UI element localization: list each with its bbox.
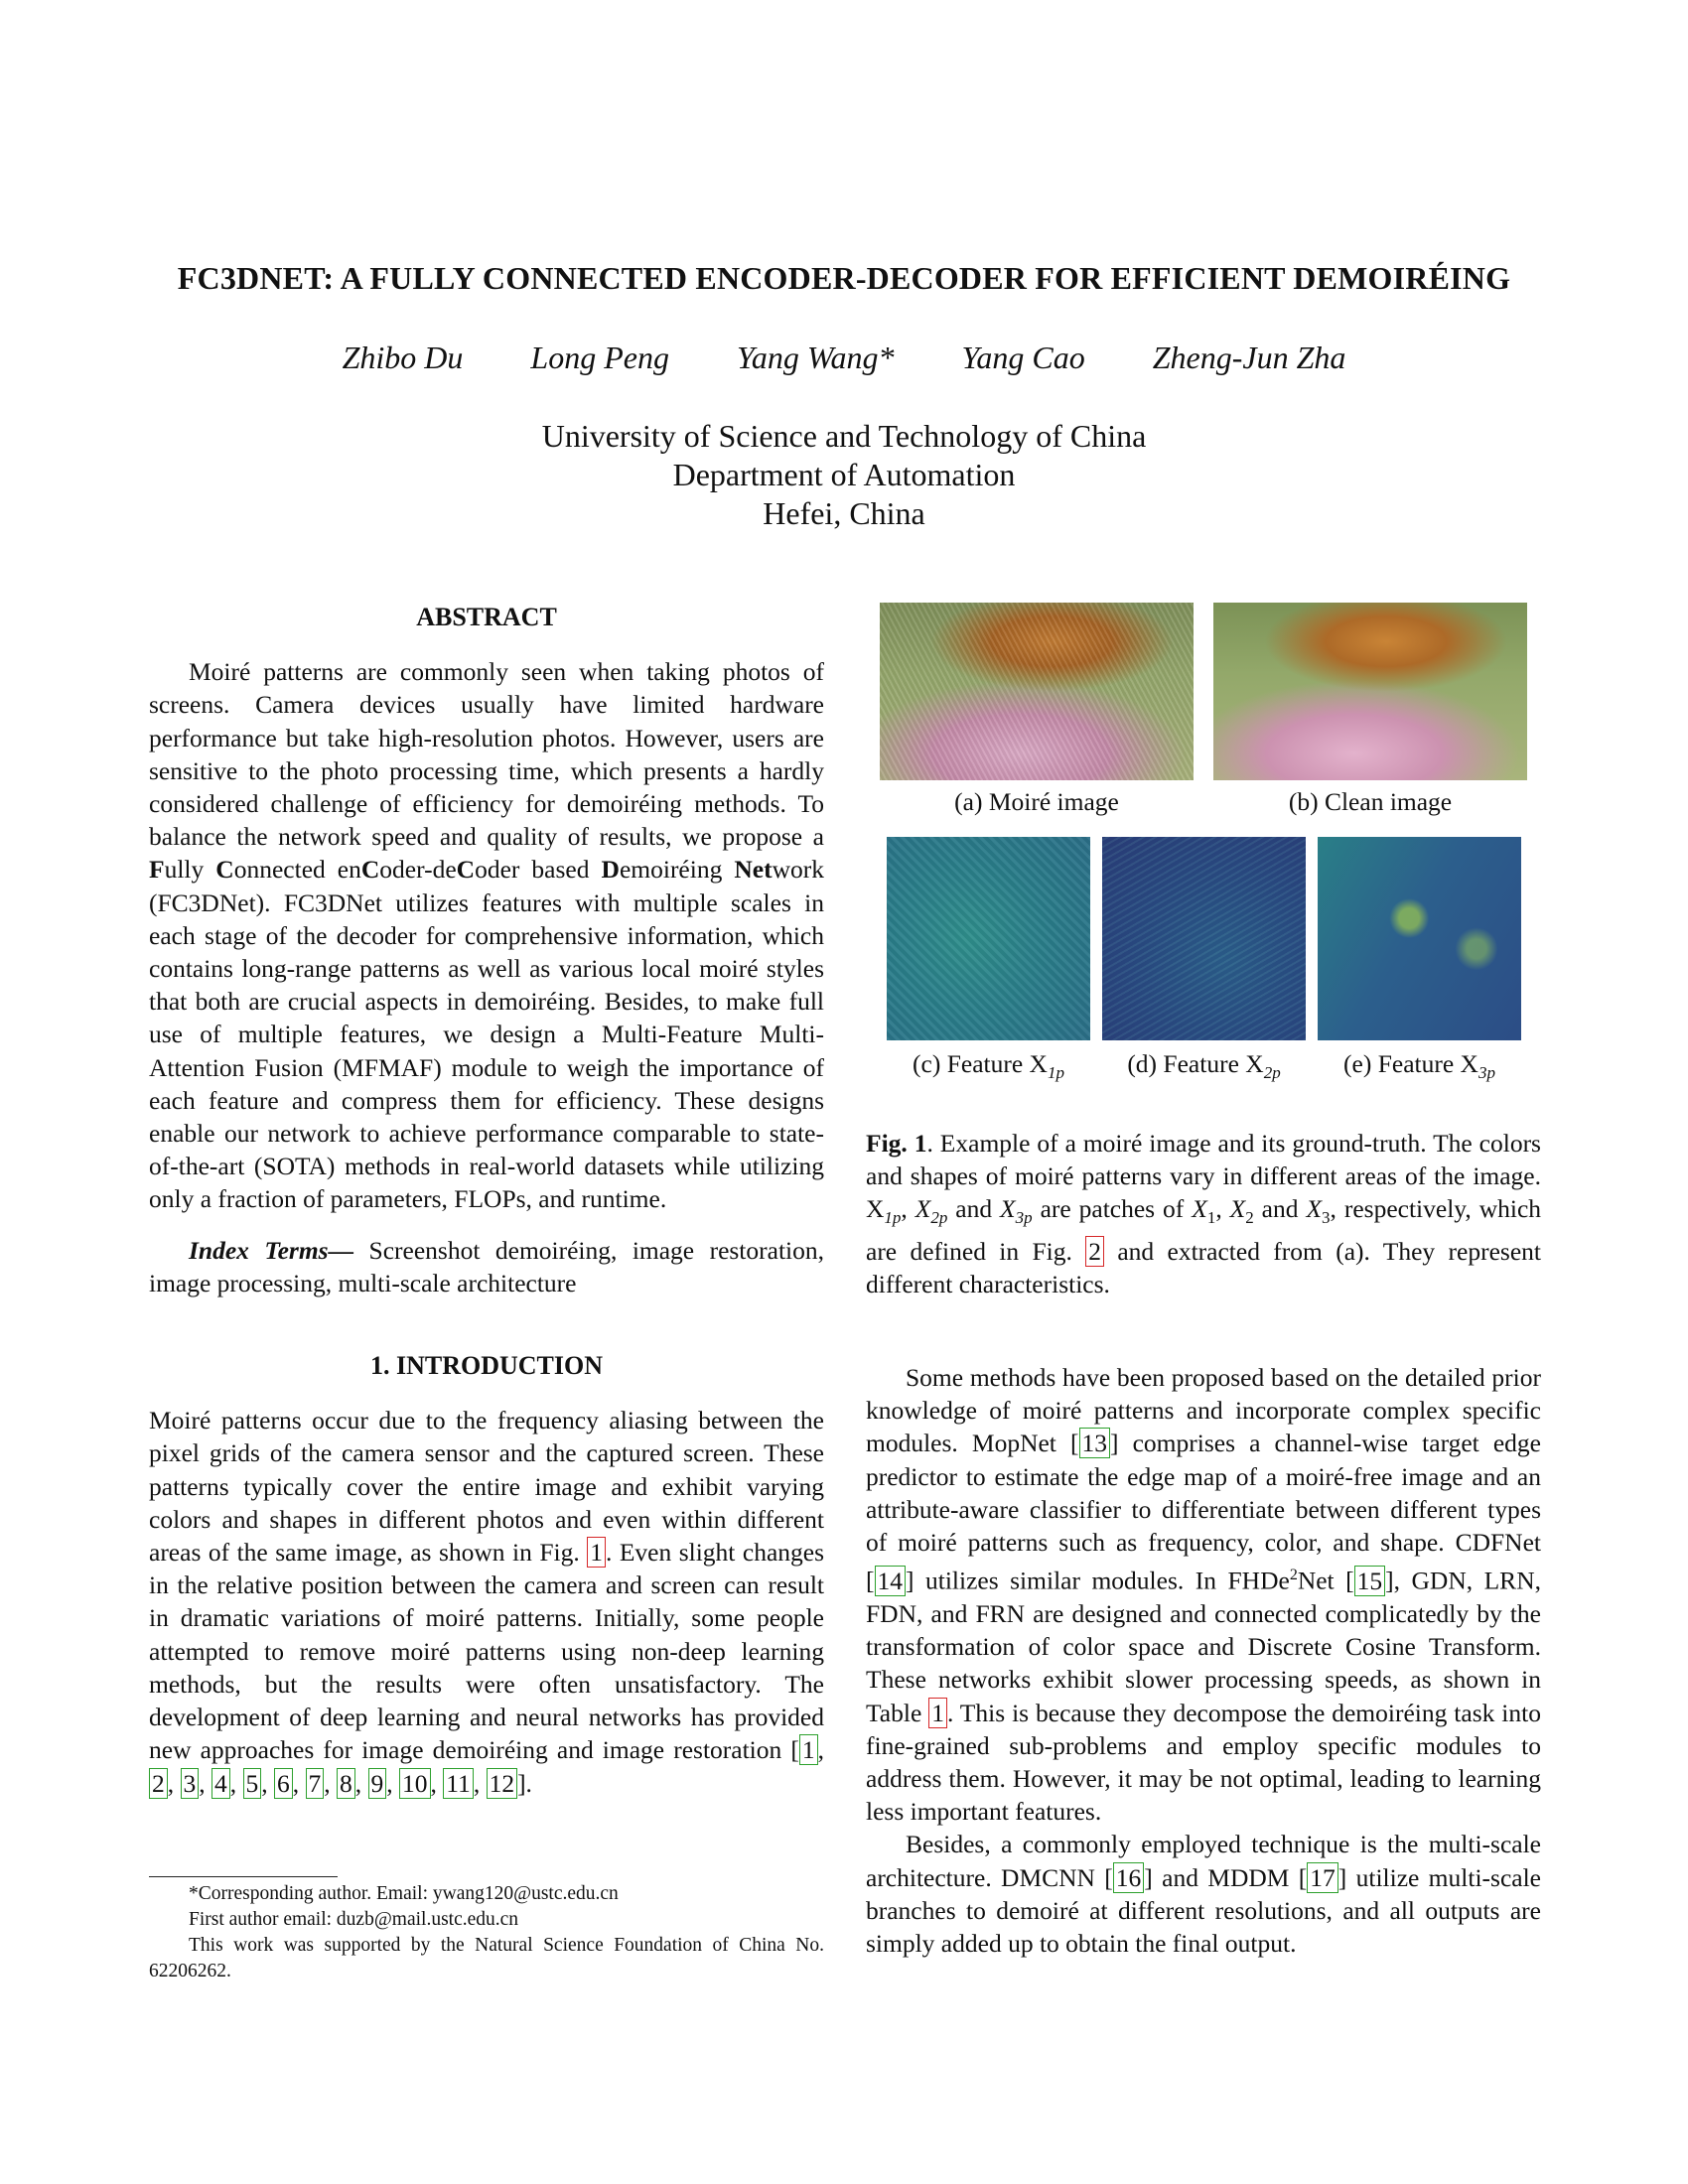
citation-link[interactable]: 4 <box>211 1768 230 1799</box>
author: Yang Cao <box>961 340 1085 375</box>
citation-link[interactable]: 8 <box>337 1768 355 1799</box>
arxiv-stamp <box>32 581 126 1539</box>
citation-link[interactable]: 12 <box>487 1768 518 1799</box>
citation-link[interactable]: 1 <box>799 1734 818 1765</box>
citation-link[interactable]: 10 <box>399 1768 431 1799</box>
subfig-caption-c: (c) Feature $X_{1p}$ <box>913 1049 1064 1083</box>
intro-text: Moiré patterns occur due to the frequency aliasing between the pixel grids of the camera sensor and the captured screen. These patterns typically cover the entire image and exhibit varying colors and shapes in different photos and even within different areas of the same image, as shown in Fig. 1 . Even slight changes in the relative position between the camera and screen can result in dramatic variations of moiré patterns. Initially, some people attempted to remove moiré patterns using non-deep learning methods, but the results were often unsatisfactory. The development of deep learning and neural networks has provided new approaches for image demoiréing and image restoration [ 1 , 2 , 3 , 4 , 5 , 6 , 7 , 8 , 9 , 10 , 11 , 12 ]. <box>149 1406 825 1798</box>
subfig-caption-a: (a) Moiré image <box>954 787 1119 816</box>
paragraph: Besides, a commonly employed technique is the multi-scale architecture. DMCNN [ 16 ] and MDDM [ 17 ] utilize multi-scale branches to demoiré at different resolutions, and all outputs are simply added up to obtain the final output. <box>866 1830 1541 1958</box>
affiliation-line: Department of Automation <box>672 457 1016 492</box>
author: Yang Wang* <box>736 340 895 375</box>
citation-link[interactable]: 6 <box>274 1768 293 1799</box>
footnote-rule <box>149 1876 338 1877</box>
figure-label: Fig. 1 <box>866 1129 927 1158</box>
moire-image <box>880 603 1194 780</box>
feature-map-x3p <box>1318 837 1521 1040</box>
intro-heading: 1. INTRODUCTION <box>369 1351 604 1381</box>
abstract-heading: ABSTRACT <box>416 603 557 631</box>
right-column <box>866 1361 1541 1960</box>
affiliation-line: Hefei, China <box>763 495 925 531</box>
citation-link[interactable]: 7 <box>306 1768 325 1799</box>
abstract-text: Moiré patterns are commonly seen when taking photos of screens. Camera devices usually have limited hardware performance but take high-resolution photos. However, users are sensitive to the photo processing time, which presents a hardly considered challenge of efficiency for demoiréing methods. To balance the network speed and quality of results, we propose a Fully Connected enCoder-deCoder based Demoiréing Network (FC3DNet). FC3DNet utilizes features with multiple scales in each stage of the decoder for comprehensive information, which contains long-range patterns as well as various local moiré styles that both are crucial aspects in demoiréing. Besides, to make full use of multiple features, we design a Multi-Feature Multi-Attention Fusion (MFMAF) module to weigh the importance of each feature and compress them for efficiency. These designs enable our network to achieve performance comparable to state-of-the-art (SOTA) methods in real-world datasets while utilizing only a fraction of parameters, FLOPs, and runtime. <box>149 657 825 1214</box>
subfig-caption-d: (d) Feature $X_{2p}$ <box>1127 1049 1281 1083</box>
citation-link[interactable]: 13 <box>1079 1428 1111 1458</box>
feature-map-x1p <box>887 837 1090 1040</box>
citation-link[interactable]: 3 <box>181 1768 200 1799</box>
citation-link[interactable]: 2 <box>149 1768 168 1799</box>
left-column <box>149 601 824 1800</box>
subfig-caption-b: (b) Clean image <box>1288 787 1453 816</box>
affiliation-line: University of Science and Technology of China <box>541 418 1147 454</box>
footnote: First author email: duzb@mail.ustc.edu.cn <box>189 1909 519 1930</box>
citation-link[interactable]: 5 <box>243 1768 262 1799</box>
citation-link[interactable]: 17 <box>1307 1862 1338 1893</box>
footnote: This work was supported by the Natural Science Foundation of China No. 62206262. <box>149 1935 824 1981</box>
feature-map-x2p <box>1102 837 1306 1040</box>
paragraph: Some methods have been proposed based on the detailed prior knowledge of moiré patterns and incorporate complex specific modules. MopNet [ 13 ] comprises a channel-wise target edge predictor to estimate the edge map of a moiré-free image and an attribute-aware classifier to differentiate between different types of moiré patterns such as frequency, color, and shape. CDFNet [ 14 ] utilizes similar modules. In FHDe$^2$Net [ 15 ], GDN, LRN, FDN, and FRN are designed and connected complicatedly by the transformation of color space and Discrete Cosine Transform. These networks exhibit slower processing speeds, as shown in Table 1 . This is because they decompose the demoiréing task into fine-grained sub-problems and employ specific modules to address them. However, it may be not optimal, leading to learning less important features. <box>866 1363 1541 1827</box>
figure-caption: Fig. 1. Example of a moiré image and its ground-truth. The colors and shapes of moiré patterns vary in different areas of the image. $X_{1p}$, $X_{2p}$ and $X_{3p}$ are patches of $X_1$, $X_2$ and $X_3$, respectively, which are defined in Fig. 2 and extracted from (a). They represent different characteristics. <box>866 1129 1542 1298</box>
affiliation <box>109 417 1579 533</box>
fig-ref-link[interactable]: 2 <box>1085 1236 1104 1267</box>
citation-link[interactable]: 15 <box>1354 1566 1386 1596</box>
citation-link[interactable]: 11 <box>443 1768 474 1799</box>
footnotes <box>149 1881 824 1984</box>
table-ref-link[interactable]: 1 <box>928 1698 947 1728</box>
footnote: *Corresponding author. Email: ywang120@ustc.edu.cn <box>189 1883 619 1904</box>
author: Zheng-Jun Zha <box>1152 340 1346 375</box>
clean-image <box>1213 603 1527 780</box>
citation-link[interactable]: 9 <box>368 1768 387 1799</box>
author: Long Peng <box>530 340 669 375</box>
citation-link[interactable]: 16 <box>1113 1862 1145 1893</box>
paper-title: FC3DNET: A FULLY CONNECTED ENCODER-DECODER FOR EFFICIENT DEMOIRÉING <box>177 260 1511 296</box>
citation-link[interactable]: 14 <box>875 1566 907 1596</box>
subfig-caption-e: (e) Feature $X_{3p}$ <box>1343 1049 1495 1083</box>
author-list <box>109 340 1579 376</box>
index-terms: Index Terms— Screenshot demoiréing, image restoration, image processing, multi-scale architecture <box>149 1235 824 1297</box>
author: Zhibo Du <box>342 340 464 375</box>
fig-ref-link[interactable]: 1 <box>587 1537 606 1568</box>
